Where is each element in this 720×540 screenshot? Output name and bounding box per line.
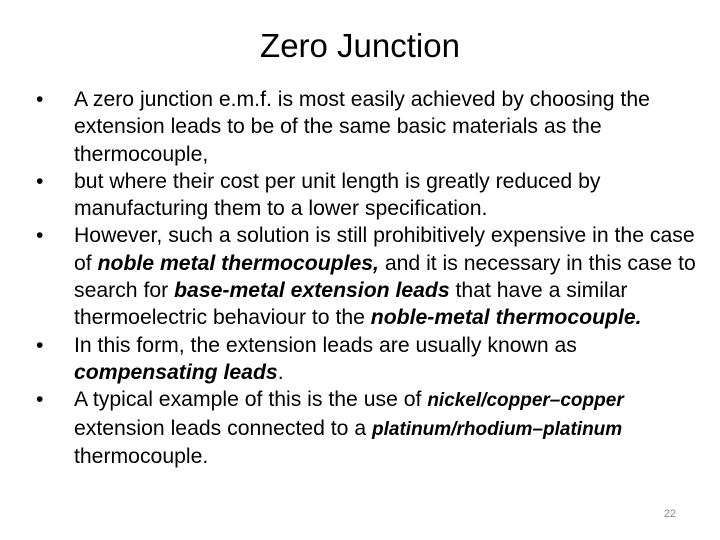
bullet-text: but where their cost per unit length is greatly reduced by manufacturing them to a lower specification. bbox=[74, 169, 601, 221]
bullet-text: that have a similar thermoelectric behaviour to the bbox=[74, 279, 628, 330]
bullet-marker: • bbox=[36, 224, 44, 248]
bullet-item bbox=[36, 86, 696, 168]
bullet-list bbox=[36, 86, 696, 470]
bullet-text: A typical example of this is the use of bbox=[74, 388, 428, 412]
emphasis-text: noble metal thermocouples, bbox=[97, 251, 379, 275]
emphasis-text: compensating leads bbox=[74, 360, 278, 384]
page-number: 22 bbox=[663, 508, 677, 520]
bullet-text: thermocouple. bbox=[74, 444, 209, 468]
slide-title: Zero Junction bbox=[260, 27, 460, 64]
bullet-marker: • bbox=[36, 169, 44, 193]
bullet-item bbox=[36, 386, 696, 470]
emphasis-text: platinum/rhodium–platinum bbox=[372, 418, 623, 440]
bullet-marker: • bbox=[36, 88, 44, 111]
emphasis-text: base-metal extension leads bbox=[174, 279, 450, 303]
bullet-text: extension leads connected to a bbox=[74, 416, 373, 440]
bullet-marker: • bbox=[36, 333, 44, 357]
bullet-marker: • bbox=[36, 388, 44, 412]
bullet-text: and it is necessary in this case to search for bbox=[74, 251, 696, 303]
emphasis-text: noble-metal thermocouple. bbox=[370, 306, 642, 330]
bullet-item bbox=[36, 222, 696, 331]
bullet-text: However, such a solution is still prohibitively expensive in the case of bbox=[74, 224, 695, 275]
bullet-text: In this form, the extension leads are usually known as bbox=[74, 333, 577, 357]
bullet-item bbox=[36, 332, 696, 387]
bullet-text: A zero junction e.m.f. is most easily achieved by choosing the extension leads to be of the same basic materials as the thermocouple, bbox=[74, 88, 650, 166]
bullet-item bbox=[36, 168, 696, 223]
emphasis-text: nickel/copper–copper bbox=[427, 390, 624, 412]
bullet-text: . bbox=[277, 360, 284, 384]
